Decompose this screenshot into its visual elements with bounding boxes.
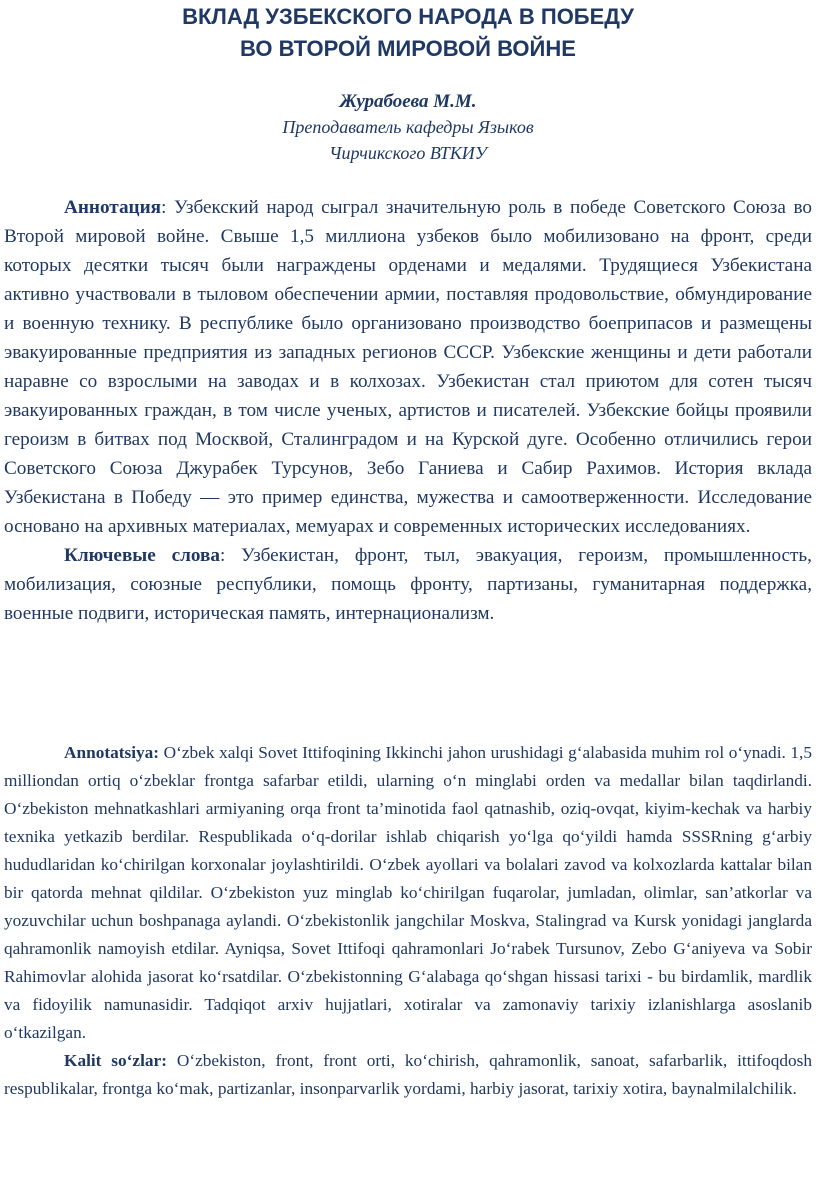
title-line-2: ВО ВТОРОЙ МИРОВОЙ ВОЙНЕ <box>240 36 576 61</box>
annotation-ru-text: : Узбекский народ сыграл значительную роль в победе Советского Союза во Второй мировой войне. Свыше 1,5 миллиона узбеков было мобилизовано на фронт, среди которых десятки тысяч были награждены орденами и медалями. Трудящиеся Узбекистана активно участвовали в тыловом обеспечении армии, поставляя продовольствие, обмундирование и военную технику. В республике было организовано производство боеприпасов и размещены эвакуированные предприятия из западных регионов СССР. Узбекские женщины и дети работали наравне со взрослыми на заводах и в колхозах. Узбекистан стал приютом для сотен тысяч эвакуированных граждан, в том числе ученых, артистов и писателей. Узбекские бойцы проявили героизм в битвах под Москвой, Сталинградом и на Курской дуге. Особенно отличились герои Советского Союза Джурабек Турсунов, Зебо Ганиева и Сабир Рахимов. История вклада Узбекистана в Победу — это пример единства, мужества и самоотверженности. Исследование основано на архивных материалах, мемуарах и современных исторических исследованиях. <box>4 197 812 537</box>
author-organization: Чирчикского ВТКИУ <box>329 143 487 163</box>
title-line-1: ВКЛАД УЗБЕКСКОГО НАРОДА В ПОБЕДУ <box>182 4 634 29</box>
annotation-uz-paragraph <box>4 739 812 1047</box>
uzbek-abstract-section <box>4 739 812 1103</box>
author-name: Журабоева М.М. <box>339 91 477 112</box>
annotation-uz-label: Annotatsiya: <box>64 743 160 762</box>
keywords-uz-text: O‘zbekiston, front, front orti, ko‘chirish, qahramonlik, sanoat, safarbarlik, ittifoqdosh respublikalar, frontga ko‘mak, partizanlar, insonparvarlik yordami, harbiy jasorat, tarixiy xotira, baynalmilalchilik. <box>4 1051 812 1098</box>
russian-abstract-section <box>4 193 812 628</box>
keywords-ru-label: Ключевые слова <box>64 545 220 566</box>
keywords-ru-paragraph <box>4 541 812 628</box>
keywords-ru-text: : Узбекистан, фронт, тыл, эвакуация, героизм, промышленность, мобилизация, союзные республики, помощь фронту, партизаны, гуманитарная поддержка, военные подвиги, историческая память, интернационализм. <box>4 545 812 624</box>
annotation-ru-label: Аннотация <box>64 197 162 218</box>
annotation-ru-paragraph <box>4 193 812 541</box>
keywords-uz-label: Kalit so‘zlar: <box>64 1051 167 1070</box>
author-position: Преподаватель кафедры Языков <box>282 117 534 137</box>
keywords-uz-paragraph <box>4 1047 812 1103</box>
annotation-uz-text: O‘zbek xalqi Sovet Ittifoqining Ikkinchi jahon urushidagi g‘alabasida muhim rol o‘ynadi. 1,5 milliondan ortiq o‘zbeklar frontga safarbar etildi, ularning o‘n minglabi orden va medallar bilan taqdirlandi. O‘zbekiston mehnatkashlari armiyaning orqa front ta’minotida faol qatnashib, oziq-ovqat, kiyim-kechak va harbiy texnika yetkazib berdilar. Respublikada o‘q-dorilar ishlab chiqarish yo‘lga qo‘yildi hamda SSSRning g‘arbiy hududlaridan ko‘chirilgan korxonalar joylashtirildi. O‘zbek ayollari va bolalari zavod va kolxozlarda kattalar bilan bir qatorda mehnat qildilar. O‘zbekiston yuz minglab ko‘chirilgan fuqarolar, jumladan, olimlar, san’atkorlar va yozuvchilar uchun boshpanaga aylandi. O‘zbekistonlik jangchilar Moskva, Stalingrad va Kursk yonidagi janglarda qahramonlik namoyish etdilar. Ayniqsa, Sovet Ittifoqi qahramonlari Jo‘rabek Tursunov, Zebo G‘aniyeva va Sobir Rahimovlar alohida jasorat ko‘rsatdilar. O‘zbekistonning G‘alabaga qo‘shgan hissasi tarixi - bu birdamlik, mardlik va fidoyilik namunasidir. Tadqiqot arxiv hujjatlari, xotiralar va zamonaviy tarixiy izlanishlarga asoslanib o‘tkazilgan. <box>4 743 812 1042</box>
